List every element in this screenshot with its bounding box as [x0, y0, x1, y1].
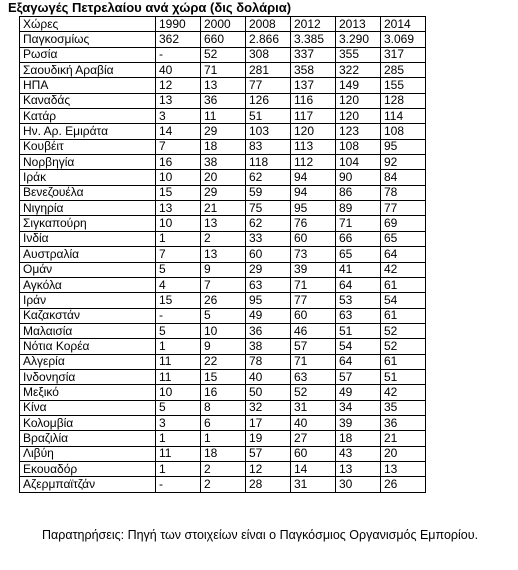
- cell-2014: 77: [381, 201, 426, 216]
- cell-2013: 120: [336, 93, 381, 108]
- cell-2008: 62: [246, 216, 291, 231]
- cell-2013: 18: [336, 431, 381, 446]
- cell-2000: 22: [201, 354, 246, 369]
- cell-country: Ινδονησία: [20, 369, 156, 384]
- cell-country: Αυστραλία: [20, 247, 156, 262]
- cell-2012: 31: [291, 400, 336, 415]
- cell-2012: 57: [291, 339, 336, 354]
- cell-2008: 29: [246, 262, 291, 277]
- cell-2000: 8: [201, 400, 246, 415]
- cell-2013: 30: [336, 477, 381, 492]
- cell-1990: 5: [156, 323, 201, 338]
- cell-1990: 10: [156, 170, 201, 185]
- source-note: Παρατηρήσεις: Πηγή των στοιχείων είναι ο Παγκόσμιος Οργανισμός Εμπορίου.: [42, 528, 479, 542]
- cell-1990: 1: [156, 339, 201, 354]
- cell-1990: 7: [156, 247, 201, 262]
- table-row: [20, 293, 426, 308]
- cell-2008: 59: [246, 185, 291, 200]
- table-row: [20, 262, 426, 277]
- cell-2014: 78: [381, 185, 426, 200]
- table-row: [20, 47, 426, 62]
- cell-2014: 92: [381, 155, 426, 170]
- cell-2012: 94: [291, 185, 336, 200]
- cell-country: Μεξικό: [20, 385, 156, 400]
- cell-2008: 126: [246, 93, 291, 108]
- cell-country: Ιράκ: [20, 170, 156, 185]
- cell-2013: 89: [336, 201, 381, 216]
- header-row: [20, 17, 426, 32]
- cell-1990: -: [156, 47, 201, 62]
- cell-2013: 71: [336, 216, 381, 231]
- table-row: [20, 185, 426, 200]
- cell-2008: 40: [246, 369, 291, 384]
- cell-2008: 62: [246, 170, 291, 185]
- header-year-2008: 2008: [246, 17, 291, 32]
- cell-2013: 63: [336, 308, 381, 323]
- cell-2000: 11: [201, 109, 246, 124]
- table-row: [20, 477, 426, 492]
- cell-2012: 116: [291, 93, 336, 108]
- table-row: [20, 78, 426, 93]
- cell-2012: 76: [291, 216, 336, 231]
- cell-2008: 38: [246, 339, 291, 354]
- cell-2012: 113: [291, 139, 336, 154]
- cell-2013: 39: [336, 415, 381, 430]
- table-title: Εξαγωγές Πετρελαίου ανά χώρα (δις δολάρια): [8, 0, 292, 15]
- cell-1990: 16: [156, 155, 201, 170]
- table-row: [20, 124, 426, 139]
- cell-2012: 3.385: [291, 32, 336, 47]
- cell-2000: 5: [201, 308, 246, 323]
- cell-2014: 61: [381, 277, 426, 292]
- cell-2000: 2: [201, 461, 246, 476]
- cell-2008: 33: [246, 231, 291, 246]
- cell-country: Ομάν: [20, 262, 156, 277]
- table-row: [20, 109, 426, 124]
- cell-2000: 71: [201, 63, 246, 78]
- cell-2008: 19: [246, 431, 291, 446]
- cell-2014: 13: [381, 461, 426, 476]
- cell-2013: 108: [336, 139, 381, 154]
- cell-2000: 29: [201, 185, 246, 200]
- cell-2012: 60: [291, 446, 336, 461]
- cell-2013: 57: [336, 369, 381, 384]
- cell-2014: 26: [381, 477, 426, 492]
- cell-country: Νιγηρία: [20, 201, 156, 216]
- cell-country: Ιράν: [20, 293, 156, 308]
- cell-2013: 54: [336, 339, 381, 354]
- table-row: [20, 354, 426, 369]
- cell-2014: 35: [381, 400, 426, 415]
- cell-2013: 123: [336, 124, 381, 139]
- header-year-1990: 1990: [156, 17, 201, 32]
- cell-2013: 64: [336, 354, 381, 369]
- cell-country: Βενεζουέλα: [20, 185, 156, 200]
- header-year-2000: 2000: [201, 17, 246, 32]
- header-year-2014: 2014: [381, 17, 426, 32]
- cell-1990: 4: [156, 277, 201, 292]
- cell-country: ΗΠΑ: [20, 78, 156, 93]
- cell-country: Νότια Κορέα: [20, 339, 156, 354]
- cell-1990: 5: [156, 400, 201, 415]
- oil-exports-table: [19, 16, 426, 493]
- cell-2013: 65: [336, 247, 381, 262]
- cell-2013: 104: [336, 155, 381, 170]
- cell-2012: 46: [291, 323, 336, 338]
- table-row: [20, 170, 426, 185]
- cell-2013: 41: [336, 262, 381, 277]
- cell-2012: 63: [291, 369, 336, 384]
- cell-2000: 2: [201, 231, 246, 246]
- cell-2014: 84: [381, 170, 426, 185]
- cell-2014: 42: [381, 262, 426, 277]
- cell-2008: 63: [246, 277, 291, 292]
- table-row: [20, 308, 426, 323]
- table-row: [20, 155, 426, 170]
- cell-2013: 49: [336, 385, 381, 400]
- cell-2013: 149: [336, 78, 381, 93]
- cell-2012: 117: [291, 109, 336, 124]
- cell-2012: 27: [291, 431, 336, 446]
- cell-2013: 120: [336, 109, 381, 124]
- cell-2008: 77: [246, 78, 291, 93]
- cell-country: Παγκοσμίως: [20, 32, 156, 47]
- cell-2000: 36: [201, 93, 246, 108]
- cell-2000: 52: [201, 47, 246, 62]
- header-country: Χώρες: [20, 17, 156, 32]
- cell-2013: 53: [336, 293, 381, 308]
- cell-2008: 95: [246, 293, 291, 308]
- cell-2014: 69: [381, 216, 426, 231]
- cell-2000: 9: [201, 262, 246, 277]
- table-row: [20, 32, 426, 47]
- table-row: [20, 415, 426, 430]
- cell-1990: 10: [156, 216, 201, 231]
- table-row: [20, 385, 426, 400]
- cell-1990: 40: [156, 63, 201, 78]
- cell-1990: 15: [156, 185, 201, 200]
- cell-country: Σιγκαπούρη: [20, 216, 156, 231]
- cell-country: Κίνα: [20, 400, 156, 415]
- cell-country: Βραζιλία: [20, 431, 156, 446]
- cell-2008: 75: [246, 201, 291, 216]
- cell-country: Αλγερία: [20, 354, 156, 369]
- table-row: [20, 93, 426, 108]
- cell-2012: 94: [291, 170, 336, 185]
- cell-2008: 60: [246, 247, 291, 262]
- cell-2013: 13: [336, 461, 381, 476]
- cell-2012: 60: [291, 231, 336, 246]
- cell-country: Ινδία: [20, 231, 156, 246]
- cell-2013: 355: [336, 47, 381, 62]
- cell-1990: 3: [156, 415, 201, 430]
- cell-2012: 112: [291, 155, 336, 170]
- cell-2008: 32: [246, 400, 291, 415]
- cell-1990: 10: [156, 385, 201, 400]
- cell-1990: 7: [156, 139, 201, 154]
- cell-2014: 317: [381, 47, 426, 62]
- cell-2013: 322: [336, 63, 381, 78]
- cell-country: Νορβηγία: [20, 155, 156, 170]
- header-year-2013: 2013: [336, 17, 381, 32]
- cell-2008: 12: [246, 461, 291, 476]
- table-row: [20, 461, 426, 476]
- cell-1990: 11: [156, 446, 201, 461]
- cell-2012: 71: [291, 354, 336, 369]
- cell-2008: 57: [246, 446, 291, 461]
- cell-2008: 49: [246, 308, 291, 323]
- cell-2013: 64: [336, 277, 381, 292]
- cell-2000: 9: [201, 339, 246, 354]
- cell-2013: 51: [336, 323, 381, 338]
- cell-2008: 118: [246, 155, 291, 170]
- header-year-2012: 2012: [291, 17, 336, 32]
- cell-2012: 71: [291, 277, 336, 292]
- cell-2014: 52: [381, 339, 426, 354]
- cell-2014: 54: [381, 293, 426, 308]
- cell-2014: 36: [381, 415, 426, 430]
- cell-2012: 73: [291, 247, 336, 262]
- table-row: [20, 277, 426, 292]
- cell-2000: 38: [201, 155, 246, 170]
- cell-country: Σαουδική Αραβία: [20, 63, 156, 78]
- cell-1990: 14: [156, 124, 201, 139]
- cell-2012: 52: [291, 385, 336, 400]
- cell-2000: 13: [201, 78, 246, 93]
- table-row: [20, 247, 426, 262]
- cell-country: Κολομβία: [20, 415, 156, 430]
- cell-1990: 3: [156, 109, 201, 124]
- cell-2014: 61: [381, 354, 426, 369]
- cell-2008: 308: [246, 47, 291, 62]
- table-row: [20, 323, 426, 338]
- cell-1990: 1: [156, 461, 201, 476]
- cell-2013: 34: [336, 400, 381, 415]
- cell-2000: 18: [201, 139, 246, 154]
- cell-2014: 20: [381, 446, 426, 461]
- cell-2013: 3.290: [336, 32, 381, 47]
- cell-2014: 51: [381, 369, 426, 384]
- cell-2012: 77: [291, 293, 336, 308]
- cell-2000: 15: [201, 369, 246, 384]
- cell-2008: 2.866: [246, 32, 291, 47]
- cell-2014: 155: [381, 78, 426, 93]
- cell-country: Κουβέιτ: [20, 139, 156, 154]
- cell-2012: 137: [291, 78, 336, 93]
- cell-country: Λιβύη: [20, 446, 156, 461]
- cell-2014: 52: [381, 323, 426, 338]
- cell-country: Εκουαδόρ: [20, 461, 156, 476]
- cell-2008: 78: [246, 354, 291, 369]
- table-row: [20, 201, 426, 216]
- cell-1990: 1: [156, 231, 201, 246]
- cell-2014: 108: [381, 124, 426, 139]
- cell-2000: 6: [201, 415, 246, 430]
- cell-2014: 285: [381, 63, 426, 78]
- cell-2008: 36: [246, 323, 291, 338]
- cell-2000: 660: [201, 32, 246, 47]
- cell-2014: 3.069: [381, 32, 426, 47]
- table-row: [20, 446, 426, 461]
- cell-2013: 86: [336, 185, 381, 200]
- cell-2000: 29: [201, 124, 246, 139]
- cell-2012: 14: [291, 461, 336, 476]
- cell-1990: 11: [156, 354, 201, 369]
- table-body: [20, 32, 426, 492]
- cell-1990: 362: [156, 32, 201, 47]
- cell-1990: 1: [156, 431, 201, 446]
- cell-2014: 128: [381, 93, 426, 108]
- cell-2000: 7: [201, 277, 246, 292]
- cell-2014: 42: [381, 385, 426, 400]
- cell-2000: 2: [201, 477, 246, 492]
- cell-country: Ρωσία: [20, 47, 156, 62]
- cell-2008: 51: [246, 109, 291, 124]
- cell-2000: 21: [201, 201, 246, 216]
- table-row: [20, 339, 426, 354]
- cell-1990: 13: [156, 201, 201, 216]
- cell-2008: 281: [246, 63, 291, 78]
- cell-2008: 17: [246, 415, 291, 430]
- cell-country: Κατάρ: [20, 109, 156, 124]
- cell-1990: -: [156, 308, 201, 323]
- cell-2012: 60: [291, 308, 336, 323]
- table-row: [20, 431, 426, 446]
- cell-2012: 95: [291, 201, 336, 216]
- cell-2000: 10: [201, 323, 246, 338]
- cell-2000: 26: [201, 293, 246, 308]
- cell-country: Αζερμπαϊτζάν: [20, 477, 156, 492]
- cell-2000: 16: [201, 385, 246, 400]
- cell-1990: -: [156, 477, 201, 492]
- cell-2008: 50: [246, 385, 291, 400]
- cell-country: Αγκόλα: [20, 277, 156, 292]
- cell-2008: 83: [246, 139, 291, 154]
- table-row: [20, 216, 426, 231]
- cell-country: Ην. Αρ. Εμιράτα: [20, 124, 156, 139]
- cell-2012: 337: [291, 47, 336, 62]
- cell-2000: 18: [201, 446, 246, 461]
- cell-2014: 61: [381, 308, 426, 323]
- cell-1990: 11: [156, 369, 201, 384]
- cell-1990: 15: [156, 293, 201, 308]
- cell-2000: 1: [201, 431, 246, 446]
- cell-1990: 12: [156, 78, 201, 93]
- cell-2013: 66: [336, 231, 381, 246]
- cell-2014: 21: [381, 431, 426, 446]
- table-row: [20, 400, 426, 415]
- table-row: [20, 63, 426, 78]
- cell-country: Μαλαισία: [20, 323, 156, 338]
- cell-2008: 28: [246, 477, 291, 492]
- cell-2012: 358: [291, 63, 336, 78]
- cell-2013: 43: [336, 446, 381, 461]
- table-row: [20, 231, 426, 246]
- cell-2014: 64: [381, 247, 426, 262]
- table-row: [20, 139, 426, 154]
- cell-2014: 65: [381, 231, 426, 246]
- cell-2013: 90: [336, 170, 381, 185]
- cell-2000: 20: [201, 170, 246, 185]
- cell-2012: 31: [291, 477, 336, 492]
- cell-2014: 114: [381, 109, 426, 124]
- cell-2014: 95: [381, 139, 426, 154]
- cell-2008: 103: [246, 124, 291, 139]
- table-row: [20, 369, 426, 384]
- cell-1990: 5: [156, 262, 201, 277]
- cell-country: Καζακστάν: [20, 308, 156, 323]
- cell-country: Καναδάς: [20, 93, 156, 108]
- cell-2000: 13: [201, 216, 246, 231]
- cell-2012: 39: [291, 262, 336, 277]
- cell-1990: 13: [156, 93, 201, 108]
- cell-2012: 120: [291, 124, 336, 139]
- cell-2000: 13: [201, 247, 246, 262]
- cell-2012: 40: [291, 415, 336, 430]
